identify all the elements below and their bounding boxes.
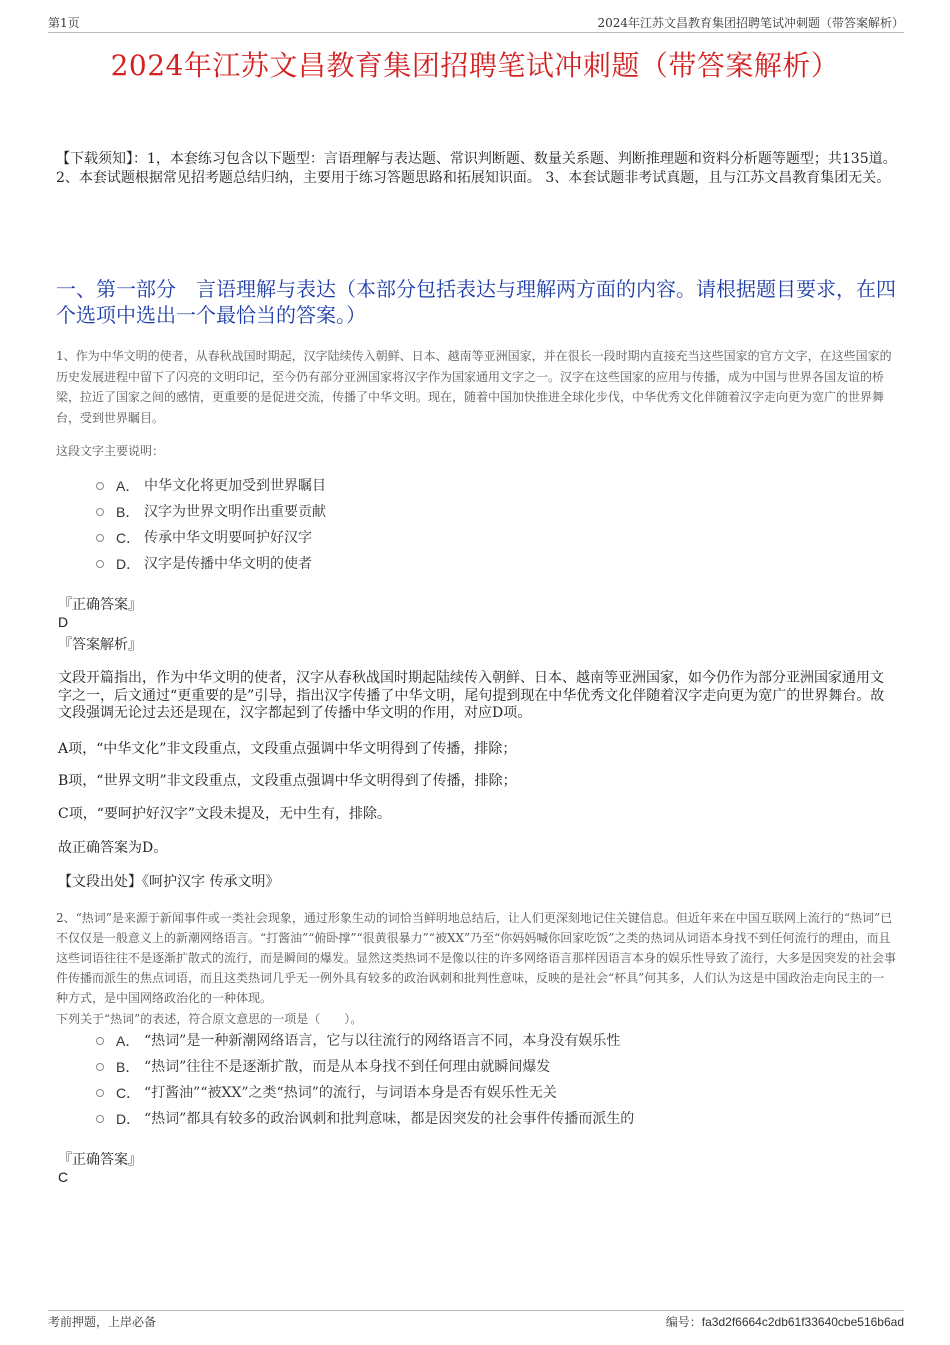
option-key: B． — [116, 504, 140, 520]
option-key: C． — [116, 1085, 141, 1101]
page-footer — [48, 1313, 904, 1331]
question-1-analysis-label: 『答案解析』 — [58, 637, 142, 653]
option-text: 传承中华文明要呵护好汉字 — [144, 530, 312, 546]
header-divider — [48, 32, 904, 33]
option-key: B． — [116, 1059, 140, 1075]
question-1-analysis-c: C项，“要呵护好汉字”文段未提及，无中生有，排除。 — [58, 806, 392, 822]
radio-icon[interactable] — [96, 1037, 104, 1045]
question-1-source: 【文段出处】《呵护汉字 传承文明》 — [58, 874, 280, 890]
option-text: “热词”往往不是逐渐扩散，而是从本身找不到任何理由就瞬间爆发 — [144, 1059, 551, 1075]
question-1-analysis-main: 文段开篇指出，作为中华文明的使者，汉字从春秋战国时期起陆续传入朝鲜、日本、越南等亚洲国家，如今仍作为部分亚洲国家通用文字之一，后文通过“更重要的是”引导，指出汉字传播了中华文明，尾句提到现在中华优秀文化伴随着汉字走向更为宽广的世界舞台。故文段强调无论过去还是现在，汉字都起到了传播中华文明的作用，对应D项。 — [58, 670, 885, 721]
option-text: 汉字是传播中华文明的使者 — [144, 556, 312, 572]
question-1-analysis-a: A项，“中华文化”非文段重点，文段重点强调中华文明得到了传播，排除； — [58, 741, 517, 757]
page-header — [48, 14, 904, 32]
option-text: 中华文化将更加受到世界瞩目 — [144, 478, 326, 494]
question-1-conclusion: 故正确答案为D。 — [58, 840, 168, 856]
radio-icon[interactable] — [96, 1115, 104, 1123]
radio-icon[interactable] — [96, 508, 104, 516]
question-1-answer: D — [58, 614, 69, 630]
question-2-stem: 下列关于“热词”的表述，符合原文意思的一项是（ ）。 — [56, 1012, 363, 1026]
option-key: D． — [116, 1111, 141, 1127]
footer-slogan: 考前押题，上岸必备 — [48, 1315, 157, 1329]
option-key: A． — [116, 478, 140, 494]
question-2-answer-label: 『正确答案』 — [58, 1152, 142, 1168]
download-notice: 【下载须知】：1，本套练习包含以下题型：言语理解与表达题、常识判断题、数量关系题、判断推理题和资料分析题等题型；共135道。 2、本套试题根据常见招考题总结归纳，主要用于练习答题思路和拓展知识面。 3、本套试题非考试真题，且与江苏文昌教育集团无关。 — [56, 151, 897, 186]
page-title: 2024年江苏文昌教育集团招聘笔试冲刺题（带答案解析） — [110, 49, 840, 82]
question-2-answer: C — [58, 1169, 69, 1185]
option-key: D． — [116, 556, 141, 572]
section-heading: 一、第一部分 言语理解与表达（本部分包括表达与理解两方面的内容。请根据题目要求，在四个选项中选出一个最恰当的答案。） — [56, 277, 896, 327]
option-text: “热词”是一种新潮网络语言，它与以往流行的网络语言不同，本身没有娱乐性 — [144, 1033, 621, 1049]
option-key: A． — [116, 1033, 140, 1049]
option-key: C． — [116, 530, 141, 546]
question-1-stem: 这段文字主要说明： — [56, 444, 165, 458]
question-1-passage: 1、作为中华文明的使者，从春秋战国时期起，汉字陆续传入朝鲜、日本、越南等亚洲国家，并在很长一段时期内直接充当这些国家的官方文字，在这些国家的历史发展进程中留下了闪亮的文明印记，至今仍有部分亚洲国家将汉字作为国家通用文字之一。汉字在这些国家的应用与传播，成为中国与世界各国友谊的桥梁，拉近了国家之间的感情，更重要的是促进交流，传播了中华文明。现在，随着中国加快推进全球化步伐，中华优秀文化伴随着汉字走向更为宽广的世界舞台，受到世界瞩目。 — [56, 349, 892, 425]
radio-icon[interactable] — [96, 1063, 104, 1071]
radio-icon[interactable] — [96, 1089, 104, 1097]
radio-icon[interactable] — [96, 482, 104, 490]
question-1-answer-label: 『正确答案』 — [58, 597, 142, 613]
footer-serial: 编号：fa3d2f6664c2db61f33640cbe516b6ad — [665, 1315, 904, 1329]
option-text: “热词”都具有较多的政治讽刺和批判意味，都是因突发的社会事件传播而派生的 — [144, 1111, 635, 1127]
header-doc-title: 2024年江苏文昌教育集团招聘笔试冲刺题（带答案解析） — [597, 16, 904, 30]
question-1-analysis-b: B项，“世界文明”非文段重点，文段重点强调中华文明得到了传播，排除； — [58, 773, 517, 789]
question-2-passage: 2、“热词”是来源于新闻事件或一类社会现象，通过形象生动的词恰当鲜明地总结后，让人们更深刻地记住关键信息。但近年来在中国互联网上流行的“热词”已不仅仅是一般意义上的新潮网络语言。“打酱油”“俯卧撑”“很黄很暴力”“被XX”乃至“你妈妈喊你回家吃饭”之类的热词从词语本身找不到任何流行的理由，而且这些词语往往不是逐渐扩散式的流行，而是瞬间的爆发。显然这类热词不是像以往的许多网络语言那样因语言本身的娱乐性导致了流行，大多是因突发的社会事件传播而派生的焦点词语，而且这类热词几乎无一例外具有较多的政治讽刺和批判性意味，反映的是社会“杯具”何其多，人们认为这是中国政治走向民主的一种方式，是中国网络政治化的一种体现。 — [56, 911, 897, 1005]
page-number: 第1页 — [48, 16, 80, 30]
radio-icon[interactable] — [96, 560, 104, 568]
radio-icon[interactable] — [96, 534, 104, 542]
option-text: “打酱油”“被XX”之类“热词”的流行，与词语本身是否有娱乐性无关 — [144, 1085, 557, 1101]
option-text: 汉字为世界文明作出重要贡献 — [144, 504, 326, 520]
footer-divider — [48, 1310, 904, 1311]
